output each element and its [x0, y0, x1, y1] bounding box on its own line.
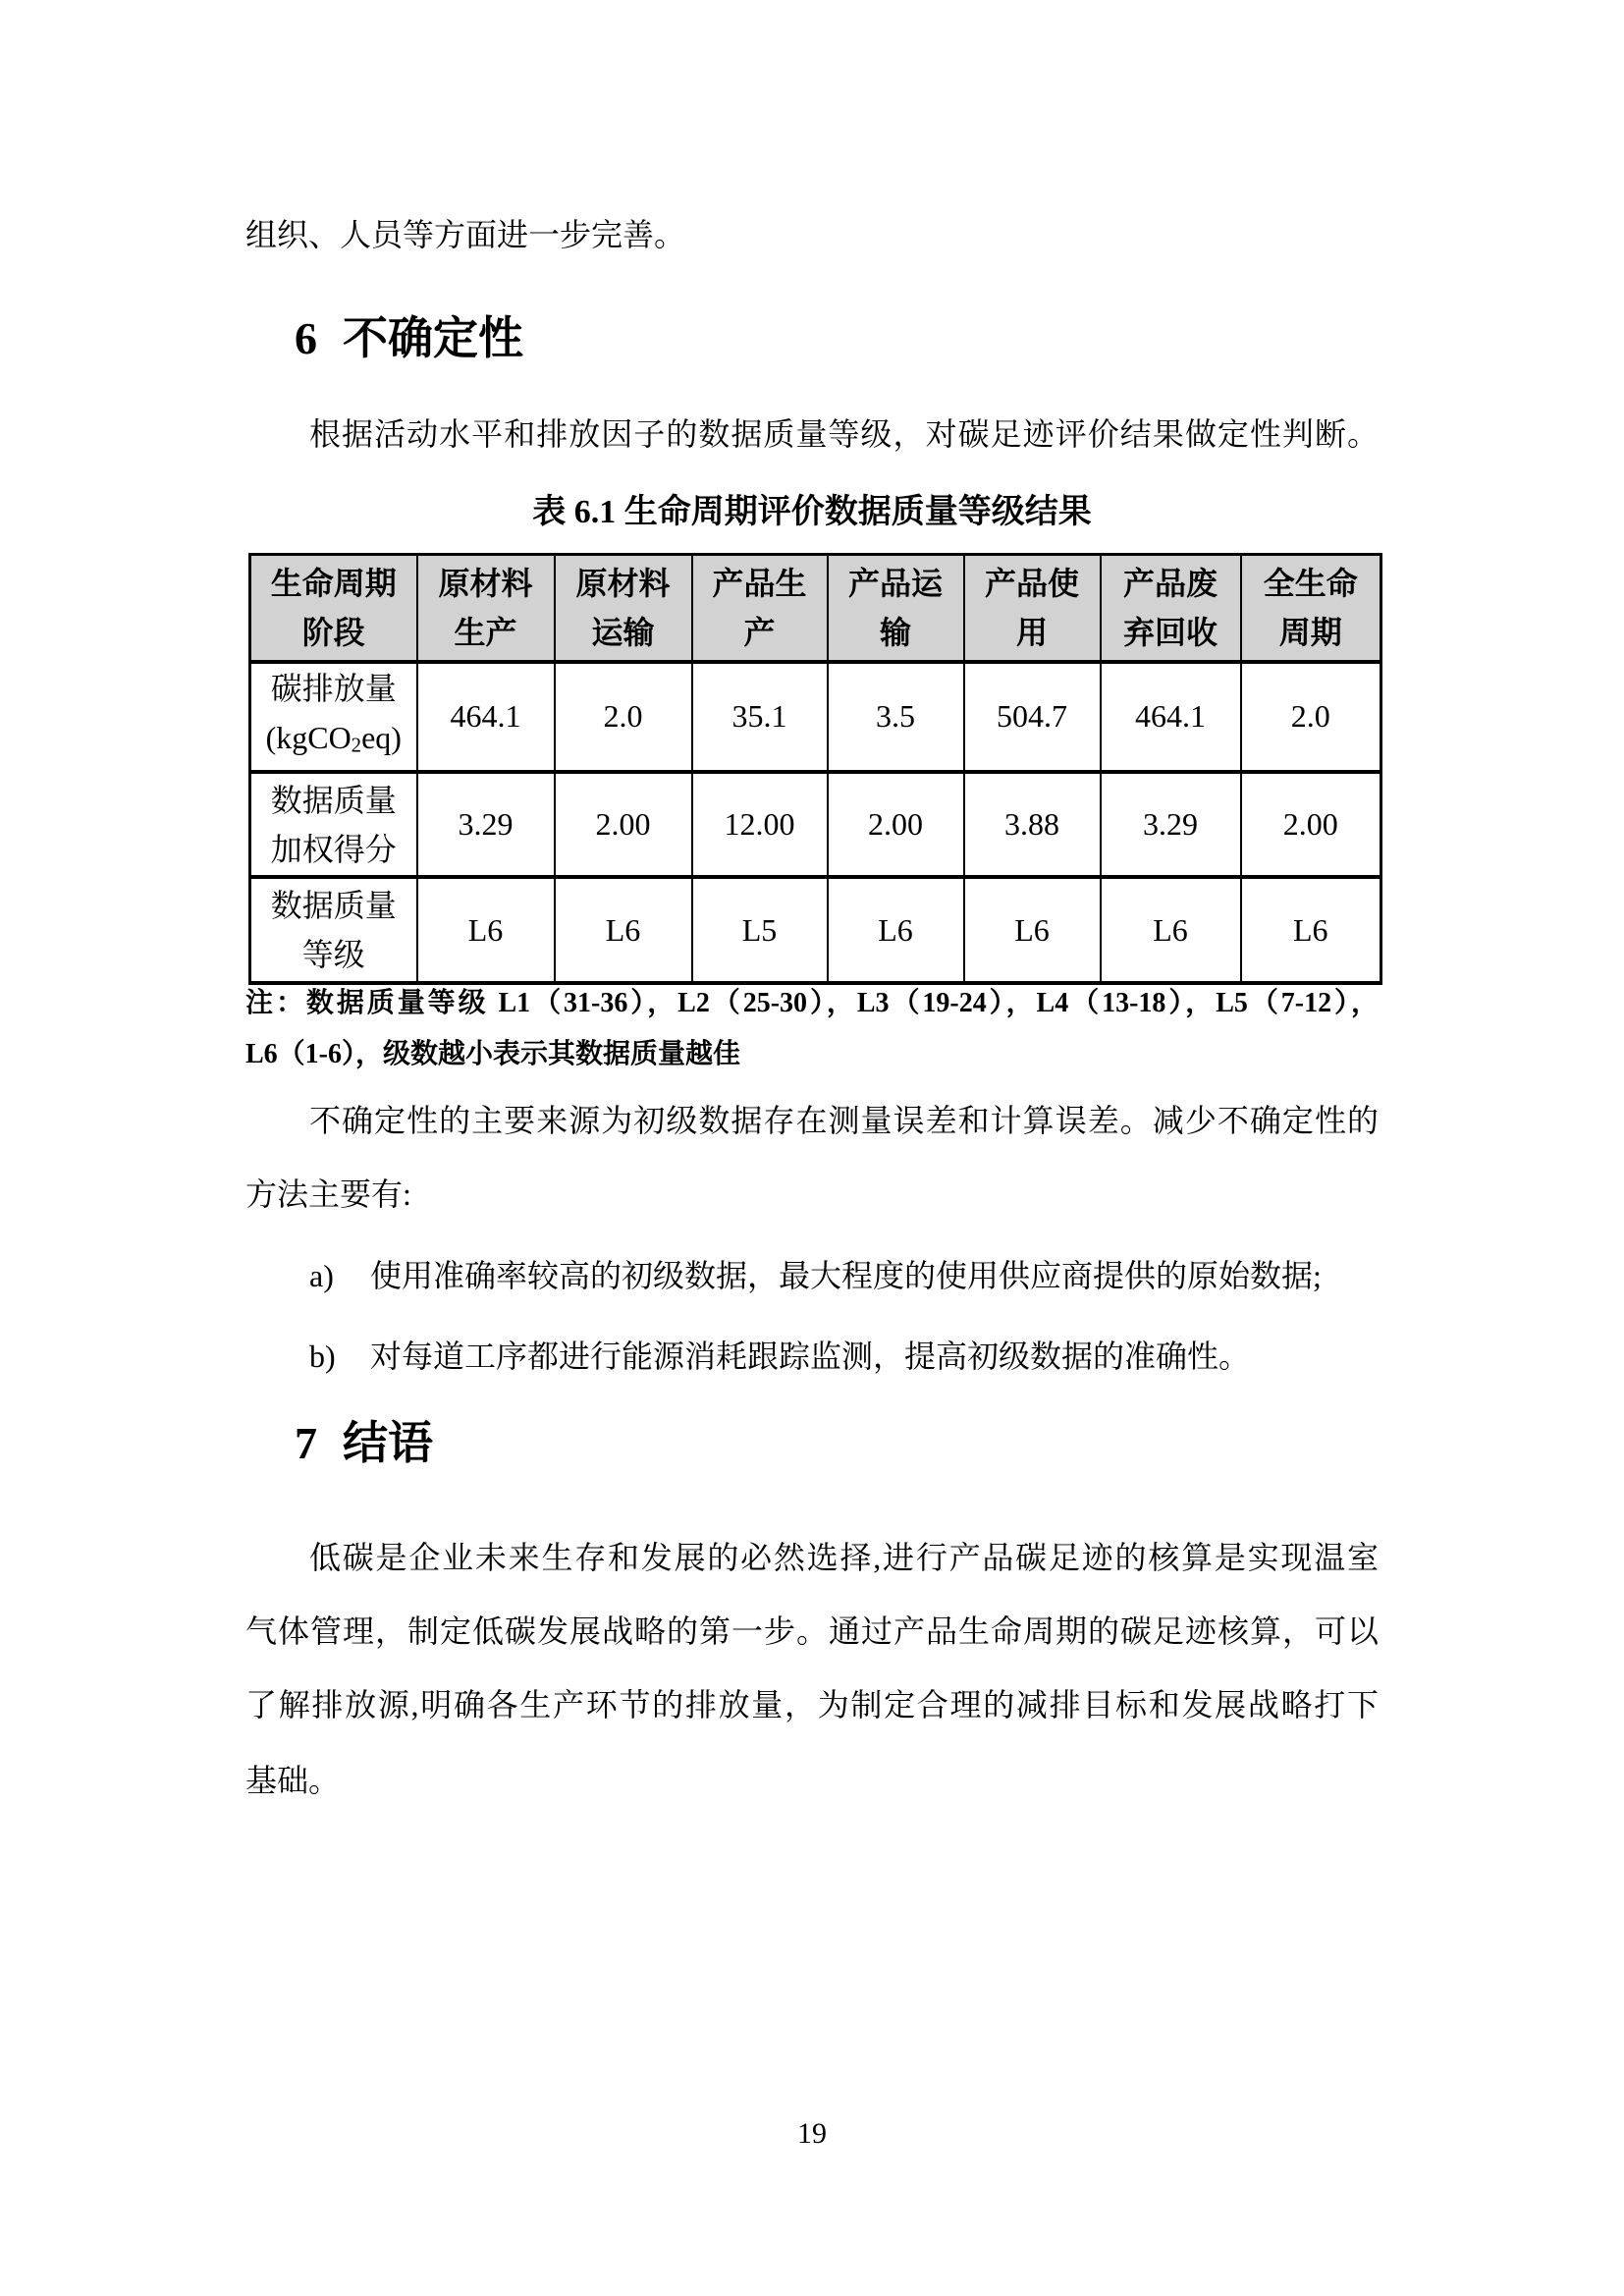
section-6-paragraph: 根据活动水平和排放因子的数据质量等级，对碳足迹评价结果做定性判断。 — [309, 416, 1379, 452]
conclusion-line-4: 基础。 — [245, 1763, 341, 1798]
list-item-a-text: 使用准确率较高的初级数据，最大程度的使用供应商提供的原始数据; — [370, 1258, 1322, 1293]
paragraph-intro-line: 组织、人员等方面进一步完善。 — [245, 217, 686, 252]
table-note-line-1: 注：数据质量等级 L1（31-36），L2（25-30），L3（19-24），L4（13-18），L5（7-12）， — [245, 988, 1379, 1018]
table-row-score — [250, 772, 1381, 877]
page-number: 19 — [797, 2117, 827, 2150]
table-cell: 464.1 — [417, 662, 555, 773]
table-row-emission — [250, 662, 1381, 773]
table-note-line-2: L6（1-6），级数越小表示其数据质量越佳 — [245, 1039, 741, 1069]
conclusion-line-1: 低碳是企业未来生存和发展的必然选择,进行产品碳足迹的核算是实现温室 — [309, 1540, 1379, 1575]
table-cell: 2.0 — [1241, 662, 1381, 773]
table-cell: 504.7 — [964, 662, 1101, 773]
table-cell: 3.5 — [828, 662, 964, 773]
section-6-title: 不确定性 — [343, 313, 523, 363]
table-cell: 3.29 — [1101, 772, 1241, 877]
row-label: 碳排放量 (kgCO2eq) — [250, 662, 417, 773]
column-header: 原材料 运输 — [555, 555, 692, 662]
table-cell: L6 — [555, 877, 692, 983]
table-caption: 表 6.1 生命周期评价数据质量等级结果 — [532, 494, 1092, 530]
section-7-number: 7 — [295, 1418, 317, 1468]
list-item-b-marker: b) — [309, 1339, 336, 1374]
table-cell: 3.88 — [964, 772, 1101, 877]
row-label: 数据质量 加权得分 — [250, 772, 417, 877]
section-6-number: 6 — [295, 313, 317, 363]
table-cell: 35.1 — [692, 662, 828, 773]
column-header: 生命周期 阶段 — [250, 555, 417, 662]
list-item-a — [309, 1255, 1322, 1296]
table-cell: 3.29 — [417, 772, 555, 877]
table-cell: L6 — [1101, 877, 1241, 983]
column-header: 产品运 输 — [828, 555, 964, 662]
table-cell: L6 — [1241, 877, 1381, 983]
column-header: 产品使 用 — [964, 555, 1101, 662]
section-6-heading — [295, 311, 523, 366]
section-7-title: 结语 — [343, 1418, 433, 1468]
list-item-b — [309, 1336, 1250, 1377]
column-header: 产品生 产 — [692, 555, 828, 662]
kgco2eq-label: (kgCO2eq) — [265, 719, 402, 757]
table-cell: 12.00 — [692, 772, 828, 877]
table-cell: L6 — [828, 877, 964, 983]
table-cell: 2.00 — [555, 772, 692, 877]
column-header: 原材料 生产 — [417, 555, 555, 662]
table-cell: 2.00 — [1241, 772, 1381, 877]
uncertainty-paragraph-line-1: 不确定性的主要来源为初级数据存在测量误差和计算误差。减少不确定性的 — [309, 1103, 1379, 1138]
table-cell: L5 — [692, 877, 828, 983]
table-cell: L6 — [417, 877, 555, 983]
table-header-row — [250, 555, 1381, 662]
conclusion-line-2: 气体管理，制定低碳发展战略的第一步。通过产品生命周期的碳足迹核算，可以 — [245, 1613, 1379, 1649]
table-cell: 2.0 — [555, 662, 692, 773]
column-header: 产品废 弃回收 — [1101, 555, 1241, 662]
conclusion-line-3: 了解排放源,明确各生产环节的排放量，为制定合理的减排目标和发展战略打下 — [245, 1687, 1379, 1722]
uncertainty-paragraph-line-2: 方法主要有: — [245, 1176, 411, 1212]
column-header: 全生命 周期 — [1241, 555, 1381, 662]
table-cell: 464.1 — [1101, 662, 1241, 773]
list-item-b-text: 对每道工序都进行能源消耗跟踪监测，提高初级数据的准确性。 — [370, 1339, 1251, 1374]
table-row-grade — [250, 877, 1381, 983]
table-cell: 2.00 — [828, 772, 964, 877]
list-item-a-marker: a) — [309, 1258, 334, 1293]
data-quality-table — [248, 553, 1380, 977]
row-label: 数据质量 等级 — [250, 877, 417, 983]
section-7-heading — [295, 1416, 433, 1471]
table-cell: L6 — [964, 877, 1101, 983]
